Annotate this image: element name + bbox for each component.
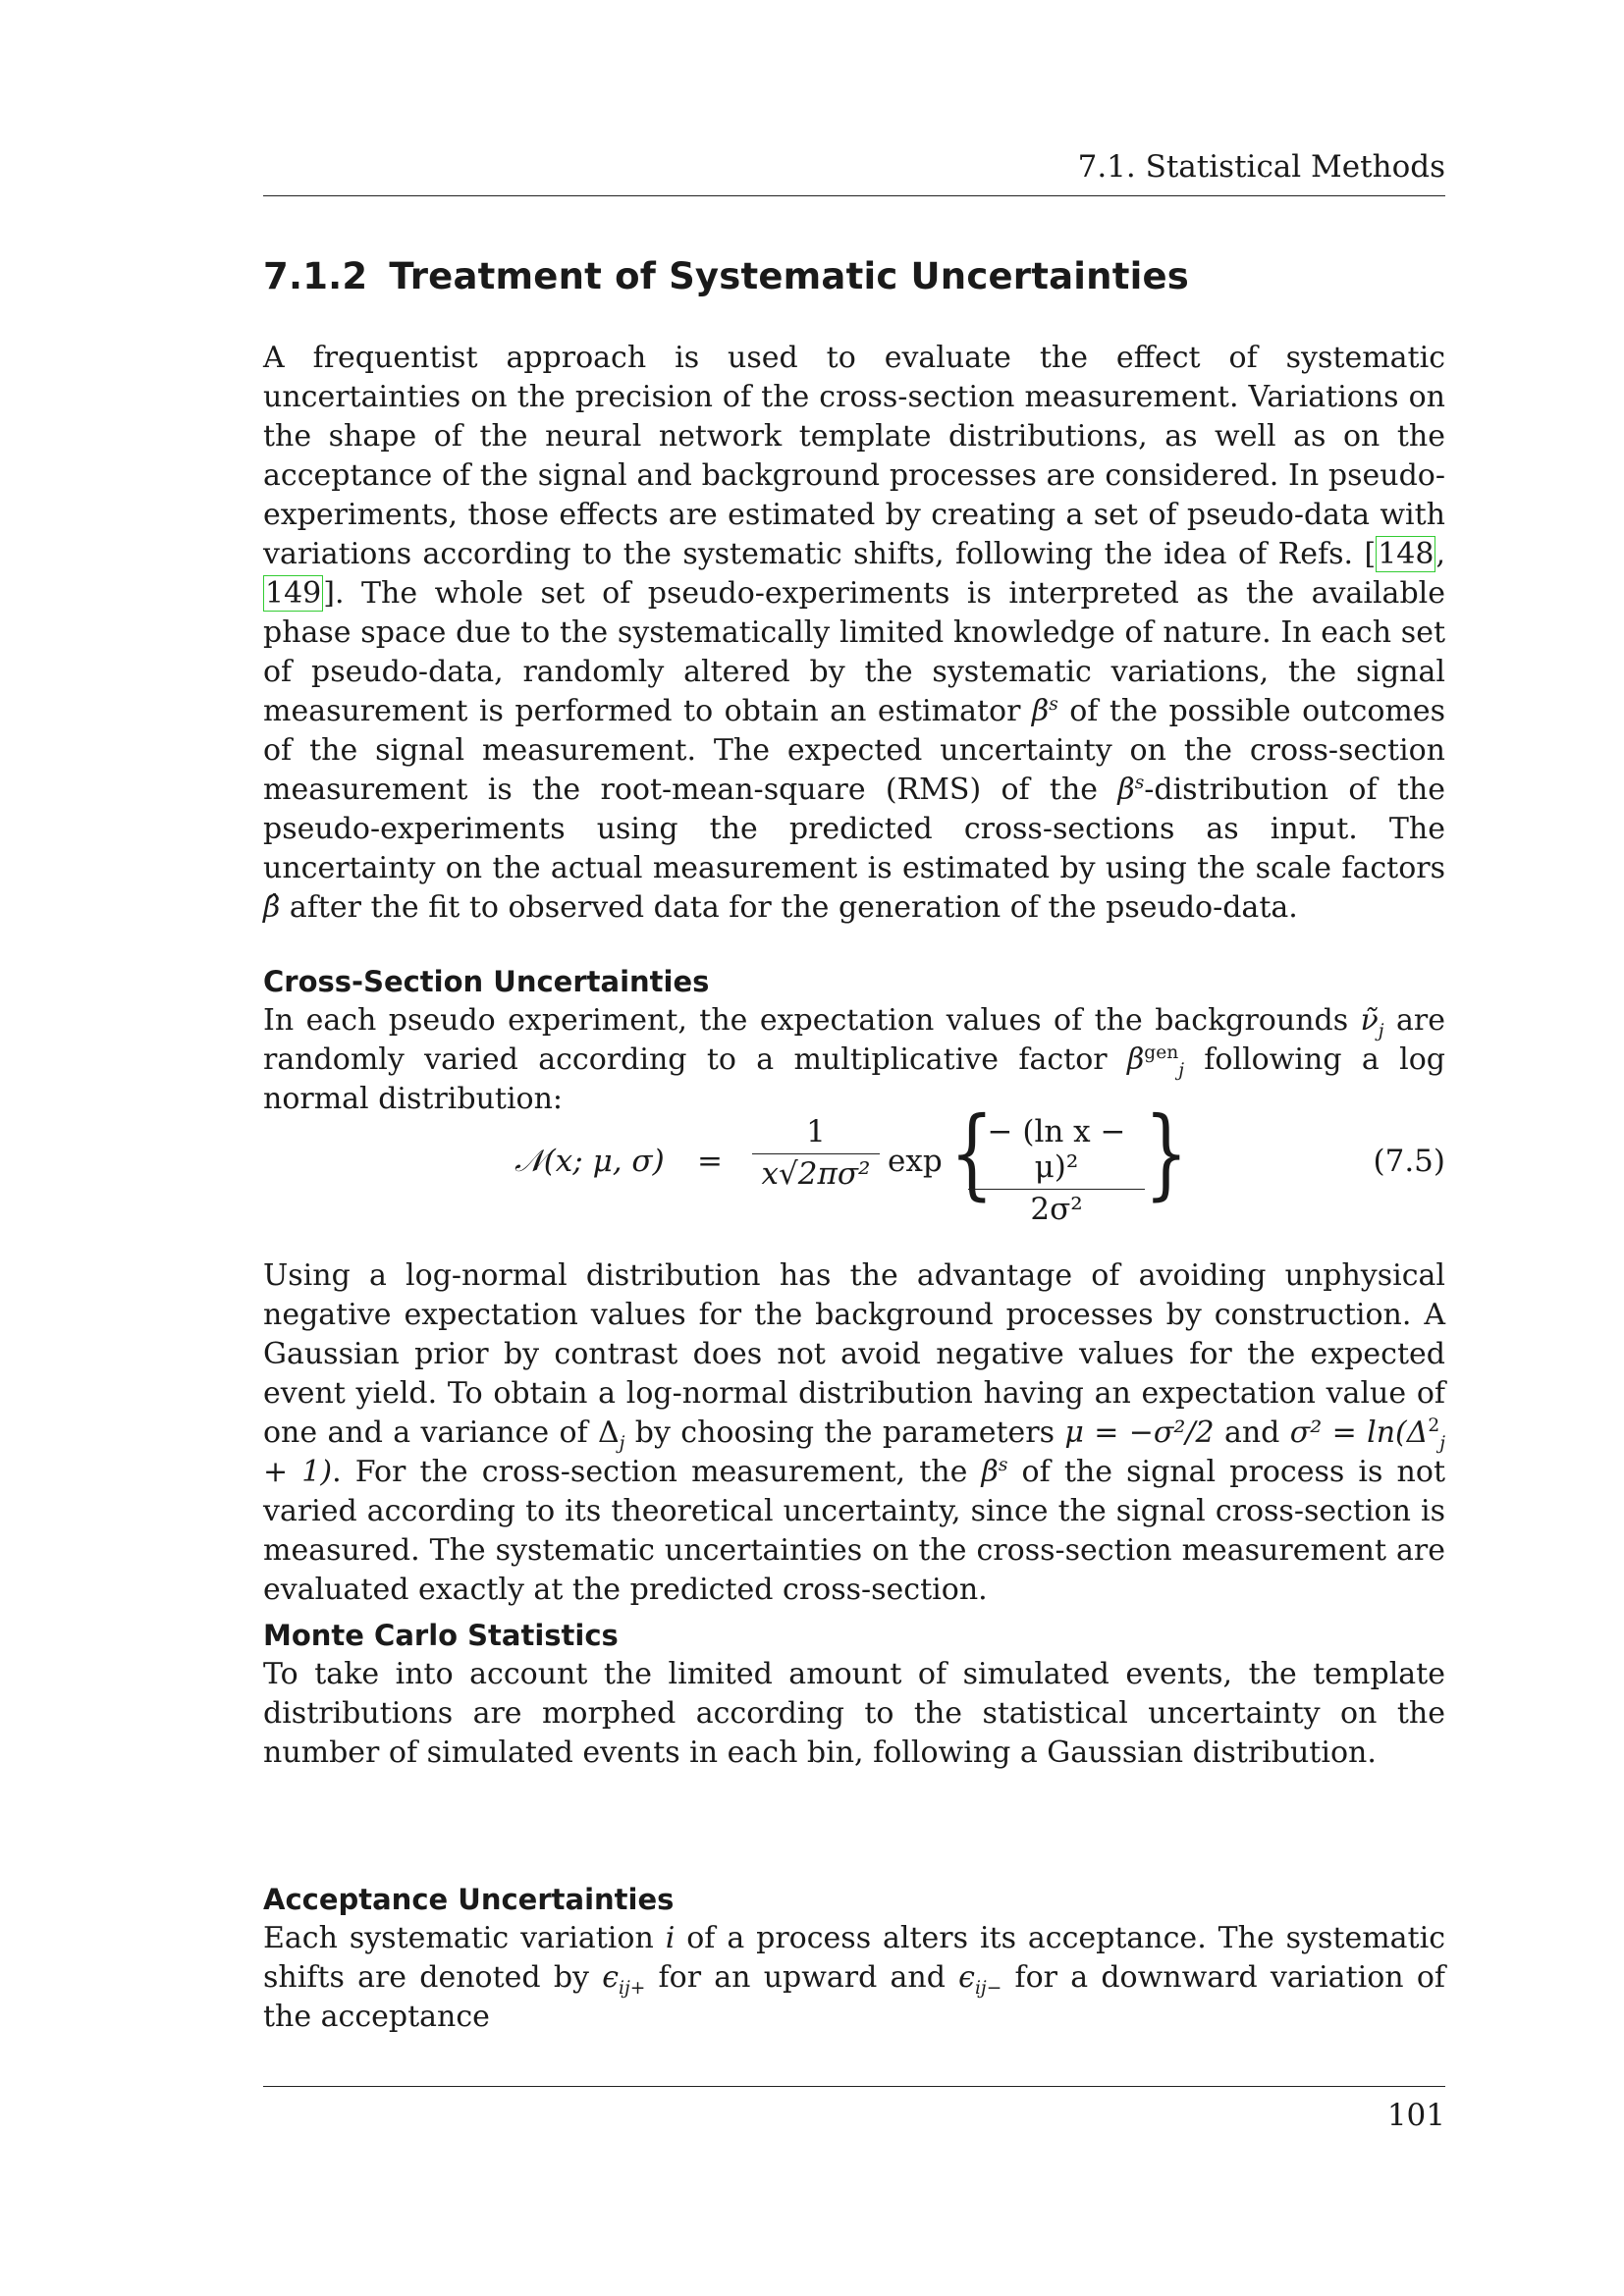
- equation-number: (7.5): [1373, 1144, 1445, 1179]
- intro-text: ]. The whole set of pseudo-experiments is interpreted as the available phase space due to the systematically limited knowledge of nature. In each set of pseudo-data, randomly altered by the systematic variations, the signal measurement is performed to obtain an estimator: [263, 576, 1445, 728]
- acceptance-text: for an upward and: [645, 1960, 959, 1995]
- subscript-j: j: [1378, 1021, 1384, 1041]
- acceptance-heading: Acceptance Uncertainties: [263, 1883, 675, 1916]
- equation-fraction: [752, 1114, 880, 1192]
- subscript-j: j: [1178, 1060, 1184, 1081]
- superscript-2: 2: [1428, 1415, 1440, 1436]
- fraction-bar: [968, 1189, 1145, 1190]
- citation-separator: ,: [1435, 537, 1445, 571]
- fraction-numerator: 1: [806, 1114, 826, 1149]
- beta-symbol: β: [1126, 1042, 1145, 1077]
- epsilon-symbol: ϵ: [602, 1960, 620, 1995]
- superscript-s: s: [1134, 773, 1145, 793]
- subscript-ij-minus: ij−: [974, 1978, 1002, 1999]
- cross-section-heading: Cross-Section Uncertainties: [263, 965, 710, 998]
- page-number: 101: [1386, 2098, 1445, 2133]
- superscript-s: s: [1049, 694, 1058, 715]
- intro-paragraph: [263, 339, 1445, 928]
- intro-text: A frequentist approach is used to evaluate the effect of systematic uncertainties on the precision of the cross-section measurement. Variations on the shape of the neural network template distributions, as well as on the acceptance of the signal and background processes are considered. In pseudo-experiments, those effects are estimated by creating a set of pseudo-data with variations according to the systematic shifts, following the idea of Refs. [: [263, 341, 1445, 571]
- citation-link-149[interactable]: 149: [265, 576, 322, 611]
- epsilon-symbol: ϵ: [958, 1960, 975, 1995]
- fraction-denominator: x√2πσ²: [761, 1156, 871, 1192]
- monte-carlo-heading: Monte Carlo Statistics: [263, 1619, 619, 1652]
- cross-section-text: In each pseudo experiment, the expectation values of the backgrounds: [263, 1003, 1361, 1038]
- header-rule: [263, 195, 1445, 196]
- beta-hat-symbol: β̂: [263, 890, 281, 925]
- acceptance-text: for a downward variation of the acceptance: [263, 1960, 1445, 2034]
- nu-symbol: ν̃: [1360, 1003, 1379, 1038]
- running-head: 7.1. Statistical Methods: [1077, 149, 1445, 185]
- lognormal-text: and: [1214, 1415, 1290, 1450]
- acceptance-text: Each systematic variation: [263, 1921, 666, 1955]
- subscript-j: j: [1439, 1433, 1446, 1454]
- cross-section-text: are randomly varied according to a multiplicative factor: [263, 1003, 1445, 1077]
- subscript-ij-plus: ij+: [619, 1978, 646, 1999]
- citation-link-148[interactable]: 148: [1378, 537, 1435, 571]
- superscript-gen: gen: [1144, 1042, 1179, 1063]
- lognormal-paragraph: [263, 1256, 1445, 1610]
- sigma-definition: σ² = ln(Δ: [1289, 1415, 1429, 1450]
- superscript-s: s: [998, 1455, 1008, 1475]
- lognormal-text: of the signal process is not varied according to its theoretical uncertainty, since the signal cross-section is measured. The systematic uncertainties on the cross-section measurement are evaluated exactly at the predicted cross-section.: [263, 1455, 1445, 1607]
- mu-definition: μ = −σ²/2: [1064, 1415, 1215, 1450]
- monte-carlo-paragraph: To take into account the limited amount of simulated events, the template distributions are morphed according to the statistical uncertainty on the number of simulated events in each bin, following a Gaussian distribution.: [263, 1657, 1445, 1770]
- section-number: 7.1.2: [263, 255, 368, 297]
- lognormal-text: . For the cross-section measurement, the: [332, 1455, 982, 1489]
- sigma-definition-end: + 1): [263, 1455, 333, 1489]
- section-title: [263, 251, 1189, 302]
- left-brace: {: [949, 1095, 995, 1210]
- right-brace: }: [1144, 1095, 1189, 1210]
- equation-7-5: [263, 1095, 1445, 1227]
- beta-symbol: β: [1031, 694, 1050, 728]
- beta-symbol: β: [1117, 773, 1135, 807]
- cross-section-text: following a log normal distribution:: [263, 1042, 1445, 1116]
- exp-function: exp: [888, 1144, 943, 1179]
- equation-equals: =: [697, 1144, 723, 1179]
- lognormal-text: Using a log-normal distribution has the advantage of avoiding unphysical negative expectation values for the background processes by construction. A Gaussian prior by contrast does not avoid negative values for the expected event yield. To obtain a log-normal distribution having an expectation value of one and a variance of Δ: [263, 1258, 1445, 1450]
- acceptance-text: of a process alters its acceptance. The systematic shifts are denoted by: [263, 1921, 1445, 1995]
- exponent-denominator: 2σ²: [1030, 1192, 1083, 1227]
- equation-lhs: 𝒩(x; μ, σ): [514, 1144, 665, 1179]
- exponent-numerator: − (ln x − μ)²: [987, 1114, 1126, 1185]
- acceptance-paragraph: [263, 1919, 1445, 2037]
- i-symbol: i: [665, 1921, 676, 1955]
- intro-text: after the fit to observed data for the generation of the pseudo-data.: [280, 890, 1298, 925]
- footer-rule: [263, 2086, 1445, 2087]
- intro-text: of the possible outcomes of the signal measurement. The expected uncertainty on the cross-section measurement is the root-mean-square (RMS) of the: [263, 694, 1446, 807]
- fraction-bar: [752, 1153, 880, 1154]
- exponent-fraction: [968, 1114, 1145, 1227]
- lognormal-text: by choosing the parameters: [624, 1415, 1065, 1450]
- section-title-text: Treatment of Systematic Uncertainties: [389, 255, 1189, 297]
- intro-text: -distribution of the pseudo-experiments using the predicted cross-sections as input. The uncertainty on the actual measurement is estimated by using the scale factors: [263, 773, 1446, 885]
- subscript-j: j: [619, 1433, 625, 1454]
- beta-symbol: β: [981, 1455, 999, 1489]
